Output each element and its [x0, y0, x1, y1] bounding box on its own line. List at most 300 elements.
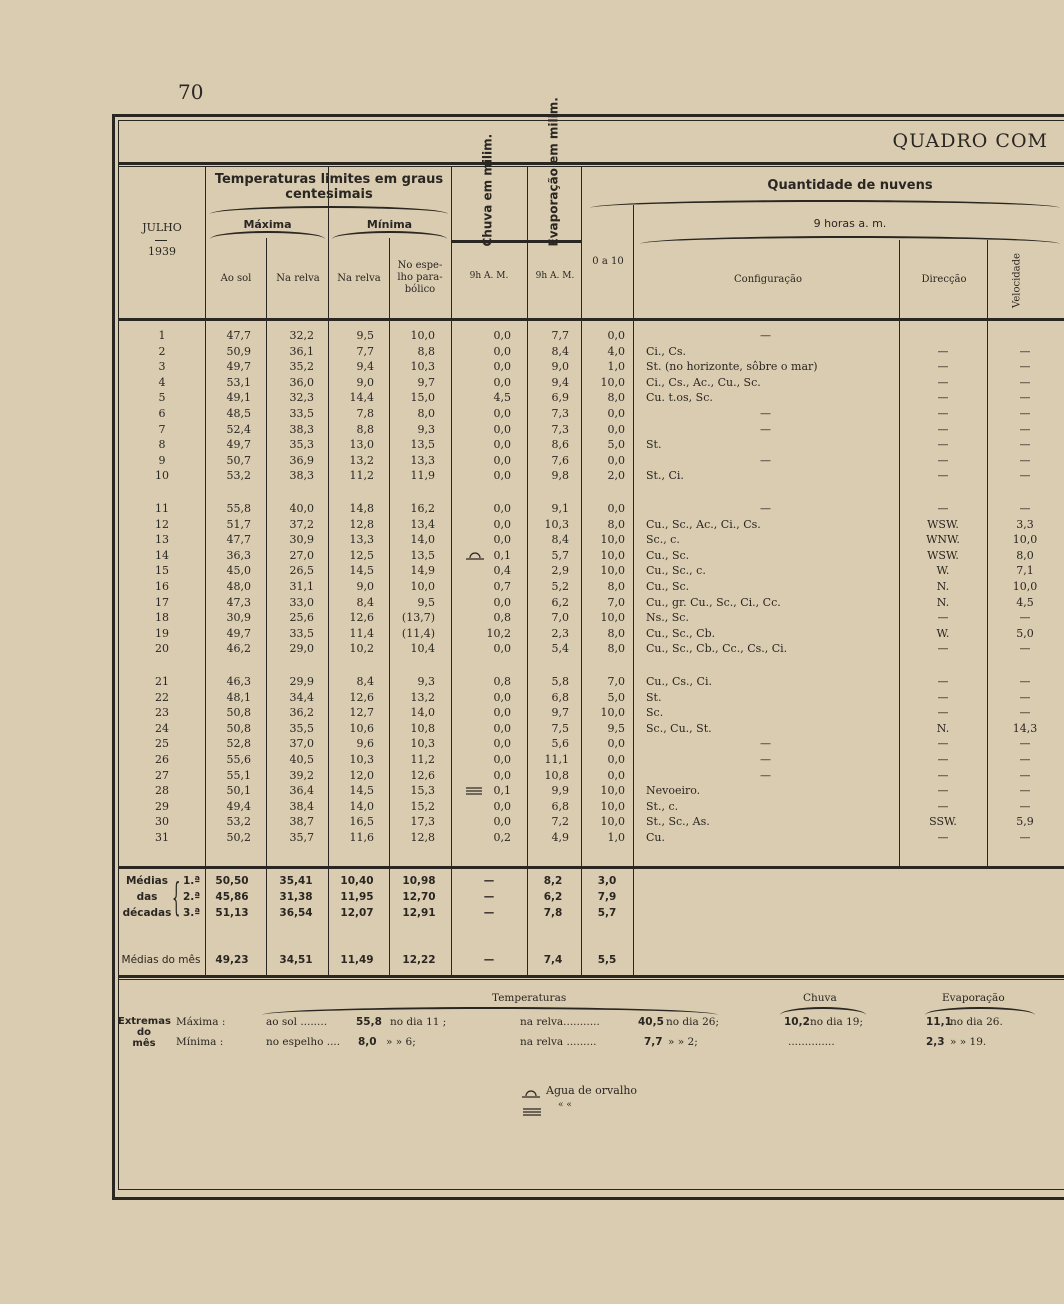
cell-dir: SSW. [929, 815, 957, 829]
cell-sol: 49,7 [226, 438, 251, 452]
cell-rmax: 35,2 [289, 360, 314, 374]
mes-q: 5,5 [597, 954, 617, 966]
cell-dir: — [937, 737, 949, 751]
cell-evap: 6,8 [551, 799, 569, 813]
cell-chuva: 0,0 [493, 533, 511, 547]
cell-vel: 7,1 [1016, 564, 1034, 578]
cell-sol: 51,7 [226, 517, 251, 531]
ext-max-relva-day: no dia 26; [666, 1016, 719, 1028]
ext-min-esp-text: no espelho .... [266, 1036, 341, 1048]
cell-esp: 13,5 [410, 548, 435, 562]
col-line [205, 166, 206, 978]
cell-d: 12 [155, 517, 169, 531]
cell-sol: 47,7 [226, 329, 251, 342]
cell-sol: 48,5 [226, 407, 251, 420]
cell-esp: 15,2 [410, 799, 435, 813]
cell-vel: — [1019, 469, 1031, 483]
cell-rmin: 13,3 [349, 533, 374, 547]
medias-brace: { [172, 875, 181, 919]
cell-rmin: 14,0 [349, 799, 374, 813]
ext-min-esp-val: 8,0 [358, 1036, 377, 1048]
cell-evap: 7,0 [551, 611, 569, 625]
cell-evap: 6,8 [551, 690, 569, 704]
cell-evap: 7,3 [551, 407, 569, 420]
cell-chuva: 0,0 [493, 438, 511, 452]
cell-dir: N. [936, 580, 950, 593]
ext-max-chuva-val: 10,2 [784, 1016, 810, 1028]
mes-rmax: 34,51 [279, 954, 313, 966]
cell-chuva: 0,1 [493, 784, 511, 798]
cell-sol: 53,1 [226, 375, 251, 389]
cell-q: 1,0 [607, 360, 625, 374]
cell-dir: W. [936, 626, 950, 640]
cell-evap: 9,4 [551, 375, 569, 389]
cell-rmax: 32,3 [289, 391, 314, 405]
cell-rmin: 7,7 [356, 344, 374, 358]
cell-configuracao: Cu. t.os, Sc. [646, 391, 713, 405]
cell-rmax: 37,0 [289, 737, 314, 751]
cell-evap: 7,3 [551, 422, 569, 436]
cell-rmin: 11,6 [349, 831, 374, 844]
cell-dir: — [937, 375, 949, 389]
mes-rmin: 11,49 [340, 954, 374, 966]
cell-rmax: 30,9 [289, 533, 314, 547]
cell-configuracao: — [760, 422, 771, 436]
cell-esp: 8,8 [417, 344, 435, 358]
cell-esp: 12,6 [410, 768, 435, 782]
cell-esp: 9,3 [417, 422, 435, 436]
cell-q: 0,0 [607, 753, 625, 766]
cell-q: 0,0 [607, 422, 625, 436]
cell-esp: 14,0 [410, 533, 435, 547]
cell-rmax: 40,5 [289, 753, 314, 766]
cell-configuracao: Cu., Sc. [646, 548, 690, 562]
cell-rmax: 39,2 [289, 768, 314, 782]
cell-configuracao: Cu., Sc., Ac., Ci., Cs. [646, 517, 761, 531]
cell-dir: WSW. [927, 548, 959, 562]
header-maxima: Máxima [243, 218, 292, 231]
ext-max-evap-day: no dia 26. [950, 1016, 1003, 1028]
summary-rule [118, 866, 1064, 869]
cell-chuva: 0,0 [493, 753, 511, 766]
cell-vel: 10,0 [1012, 580, 1038, 593]
cell-chuva: 0,2 [493, 831, 511, 844]
cell-esp: 9,5 [417, 595, 435, 609]
cell-d: 31 [155, 831, 169, 844]
cell-esp: 10,8 [410, 721, 435, 735]
header-direccao: Direcção [921, 274, 967, 285]
cell-configuracao: St. (no horizonte, sôbre o mar) [646, 360, 818, 374]
cell-d: 14 [155, 548, 169, 562]
cell-vel: — [1019, 502, 1031, 515]
cell-sol: 46,2 [226, 642, 251, 656]
cell-vel: — [1019, 611, 1031, 625]
cell-evap: 10,8 [544, 768, 569, 782]
cell-dir: N. [936, 721, 950, 735]
cell-q: 0,0 [607, 502, 625, 515]
cell-dir: — [937, 502, 949, 515]
cell-rmax: 36,4 [289, 784, 314, 798]
ext-label-1: Extremas [118, 1016, 171, 1027]
cell-rmax: 27,0 [289, 548, 314, 562]
cell-rmin: 9,0 [356, 375, 374, 389]
cell-chuva: 0,0 [493, 344, 511, 358]
cell-sol: 30,9 [226, 611, 251, 625]
cell-configuracao: St., Ci. [646, 469, 684, 483]
cell-rmax: 35,5 [289, 721, 314, 735]
cell-configuracao: Cu., Sc., c. [646, 564, 706, 578]
cell-configuracao: Cu. [646, 831, 665, 844]
cell-q: 10,0 [600, 799, 625, 813]
cell-d: 26 [155, 753, 169, 766]
cell-d: 2 [158, 344, 166, 358]
cell-chuva: 0,0 [493, 422, 511, 436]
cell-chuva: 0,0 [493, 502, 511, 515]
cell-q: 10,0 [600, 533, 625, 547]
header-top-rule [118, 162, 1064, 165]
ext-label-2: do [136, 1027, 152, 1038]
cell-esp: 15,3 [410, 784, 435, 798]
cell-d: 28 [155, 784, 169, 798]
cell-configuracao: — [760, 737, 771, 751]
cell-d: 20 [155, 642, 169, 656]
cell-configuracao: Cu., Sc., Cb., Cc., Cs., Ci. [646, 642, 788, 656]
cell-vel: — [1019, 690, 1031, 704]
decade-rmax: 35,41 [279, 875, 313, 887]
cell-q: 10,0 [600, 548, 625, 562]
cell-chuva: 0,8 [493, 611, 511, 625]
cell-rmin: 10,6 [349, 721, 374, 735]
cell-rmin: 8,8 [356, 422, 374, 436]
header-quantidade: Quantidade de nuvens [767, 178, 933, 193]
cell-evap: 7,7 [551, 329, 569, 342]
cell-esp: 10,0 [410, 580, 435, 593]
ext-max-chuva-day: no dia 19; [810, 1016, 863, 1028]
cell-q: 5,0 [607, 690, 625, 704]
header-evaporacao: Evaporação em milim. [546, 97, 561, 247]
cell-dir: — [937, 831, 949, 844]
ext-evap-title: Evaporação [942, 992, 1005, 1004]
cell-rmin: 12,6 [349, 611, 374, 625]
cell-dir: — [937, 453, 949, 467]
cell-sol: 49,4 [226, 799, 251, 813]
summary-bottom-rule [118, 975, 1064, 978]
dew-symbol-icon [521, 1084, 541, 1103]
cell-sol: 46,3 [226, 675, 251, 688]
cell-rmax: 36,9 [289, 453, 314, 467]
cell-vel: — [1019, 799, 1031, 813]
cell-rmin: 13,0 [349, 438, 374, 452]
cell-chuva: 0,0 [493, 595, 511, 609]
ext-min-relva-day: » » 2; [668, 1036, 698, 1048]
cell-chuva: 0,0 [493, 517, 511, 531]
cell-q: 4,0 [607, 344, 625, 358]
cell-rmin: 8,4 [356, 675, 374, 688]
cell-dir: — [937, 675, 949, 688]
cell-esp: 9,3 [417, 675, 435, 688]
cell-esp: 10,3 [410, 737, 435, 751]
cell-configuracao: Ns., Sc. [646, 611, 689, 625]
cell-evap: 4,9 [551, 831, 569, 844]
cell-evap: 5,6 [551, 737, 569, 751]
cell-sol: 53,2 [226, 469, 251, 483]
cell-evap: 9,8 [551, 469, 569, 483]
cell-d: 29 [155, 799, 169, 813]
cell-q: 7,0 [607, 675, 625, 688]
cell-rmin: 11,2 [349, 469, 374, 483]
cell-evap: 9,7 [551, 706, 569, 720]
cell-esp: 14,0 [410, 706, 435, 720]
cell-chuva: 0,0 [493, 453, 511, 467]
col-line [987, 240, 988, 868]
cell-sol: 49,7 [226, 626, 251, 640]
cell-sol: 52,4 [226, 422, 251, 436]
cell-evap: 5,4 [551, 642, 569, 656]
cell-evap: 2,3 [551, 626, 569, 640]
cell-vel: 8,0 [1016, 548, 1034, 562]
cell-chuva: 0,0 [493, 375, 511, 389]
cell-rmin: 7,8 [356, 407, 374, 420]
cell-sol: 49,1 [226, 391, 251, 405]
cell-dir: — [937, 706, 949, 720]
ext-temperaturas-title: Temperaturas [492, 992, 567, 1004]
cell-dir: — [937, 611, 949, 625]
cell-evap: 6,2 [551, 595, 569, 609]
col-line [527, 166, 528, 978]
ext-chuva-title: Chuva [803, 992, 837, 1004]
header-nine-hours: 9 horas a. m. [813, 217, 887, 230]
cell-evap: 7,5 [551, 721, 569, 735]
ext-max-sol-text: ao sol ........ [266, 1016, 328, 1028]
cell-q: 8,0 [607, 580, 625, 593]
cell-esp: 13,4 [410, 517, 435, 531]
ext-min-esp-day: » » 6; [386, 1036, 416, 1048]
header-no-espelho: No espe-lho para-bólico [397, 260, 443, 295]
cell-configuracao: Cu., Sc. [646, 580, 690, 593]
mes-esp: 12,22 [402, 954, 436, 966]
cell-rmax: 35,7 [289, 831, 314, 844]
ext-min-relva-val: 7,7 [644, 1036, 663, 1048]
decade-esp: 10,98 [402, 875, 436, 887]
cell-d: 19 [155, 626, 169, 640]
cell-evap: 5,8 [551, 675, 569, 688]
cell-chuva: 10,2 [486, 626, 511, 640]
cell-vel: — [1019, 642, 1031, 656]
cell-sol: 47,7 [226, 533, 251, 547]
cell-esp: 13,3 [410, 453, 435, 467]
cell-chuva: 0,0 [493, 721, 511, 735]
cell-sol: 48,0 [226, 580, 251, 593]
ext-max-evap-val: 11,1 [926, 1016, 952, 1028]
cell-configuracao: St. [646, 438, 662, 452]
cell-q: 8,0 [607, 626, 625, 640]
cell-esp: (11,4) [401, 626, 435, 640]
cell-sol: 55,6 [226, 753, 251, 766]
cell-configuracao: Cu., gr. Cu., Sc., Ci., Cc. [646, 595, 781, 609]
header-month: JULHO [142, 221, 182, 234]
page-number: 70 [178, 80, 204, 104]
cell-dir: — [937, 753, 949, 766]
cell-esp: 15,0 [410, 391, 435, 405]
cell-sol: 50,1 [226, 784, 251, 798]
ext-minima-label: Mínima : [176, 1036, 224, 1048]
cell-vel: — [1019, 453, 1031, 467]
decade-rmax: 36,54 [279, 907, 313, 919]
cell-rmax: 38,3 [289, 422, 314, 436]
cell-evap: 5,7 [551, 548, 569, 562]
cell-sol: 53,2 [226, 815, 251, 829]
cell-vel: 5,9 [1016, 815, 1034, 829]
cell-chuva: 0,0 [493, 642, 511, 656]
cell-vel: — [1019, 375, 1031, 389]
cell-rmin: 9,0 [356, 580, 374, 593]
cell-rmax: 29,9 [289, 675, 314, 688]
cell-vel: — [1019, 675, 1031, 688]
cell-esp: (13,7) [401, 611, 435, 625]
cell-rmax: 25,6 [289, 611, 314, 625]
cell-rmax: 34,4 [289, 690, 314, 704]
cell-evap: 8,4 [551, 344, 569, 358]
cell-dir: — [937, 690, 949, 704]
cell-rmin: 12,5 [349, 548, 374, 562]
cell-chuva: 0,0 [493, 690, 511, 704]
cell-d: 1 [158, 329, 166, 342]
cell-rmin: 11,4 [349, 626, 374, 640]
decade-rmin: 10,40 [340, 875, 374, 887]
ext-min-evap-val: 2,3 [926, 1036, 945, 1048]
decade-chuva: — [483, 891, 495, 903]
header-year: 1939 [148, 245, 176, 258]
cell-rmin: 9,4 [356, 360, 374, 374]
cell-vel: — [1019, 831, 1031, 844]
cell-d: 9 [158, 453, 166, 467]
cell-configuracao: St., c. [646, 799, 679, 813]
ext-label-3: mês [132, 1038, 156, 1049]
cell-d: 17 [155, 595, 169, 609]
cell-dir: N. [936, 595, 950, 609]
ext-max-relva-text: na relva........... [520, 1016, 600, 1028]
decade-rmin: 11,95 [340, 891, 374, 903]
cell-dir: — [937, 422, 949, 436]
cell-chuva: 0,8 [493, 675, 511, 688]
cell-chuva: 0,0 [493, 329, 511, 342]
cell-dir: — [937, 799, 949, 813]
cell-evap: 8,6 [551, 438, 569, 452]
cell-rmax: 38,4 [289, 799, 314, 813]
legend-fog-text: « « [558, 1100, 572, 1110]
cell-rmax: 33,5 [289, 626, 314, 640]
cell-q: 0,0 [607, 407, 625, 420]
cell-configuracao: — [760, 329, 771, 342]
cell-vel: — [1019, 784, 1031, 798]
cell-evap: 7,2 [551, 815, 569, 829]
cell-configuracao: Cu., Cs., Ci. [646, 675, 712, 688]
cell-vel: 10,0 [1012, 533, 1038, 547]
medias-label-2: das [136, 891, 158, 903]
header-scale: 0 a 10 [592, 256, 624, 267]
mes-evap: 7,4 [543, 954, 563, 966]
decade-evap: 7,8 [543, 907, 563, 919]
decade-sol: 51,13 [215, 907, 249, 919]
cell-d: 13 [155, 533, 169, 547]
cell-q: 1,0 [607, 831, 625, 844]
cell-q: 10,0 [600, 784, 625, 798]
cell-rmax: 33,5 [289, 407, 314, 420]
cell-rmin: 10,3 [349, 753, 374, 766]
cell-d: 5 [158, 391, 166, 405]
cell-sol: 36,3 [226, 548, 251, 562]
cell-configuracao: Nevoeiro. [646, 784, 701, 798]
cell-evap: 9,0 [551, 360, 569, 374]
cell-chuva: 0,0 [493, 469, 511, 483]
cell-esp: 17,3 [410, 815, 435, 829]
cell-configuracao: Sc., Cu., St. [646, 721, 712, 735]
col-line [581, 166, 582, 978]
cell-esp: 8,0 [417, 407, 435, 420]
cell-configuracao: Sc. [646, 706, 664, 720]
decade-q: 5,7 [597, 907, 617, 919]
decade-number: 2.ª [183, 891, 201, 903]
cell-configuracao: Sc., c. [646, 533, 680, 547]
cell-rmin: 9,5 [356, 329, 374, 342]
cell-dir: — [937, 407, 949, 420]
ext-max-relva-val: 40,5 [638, 1016, 664, 1028]
cell-d: 6 [158, 407, 166, 420]
cell-configuracao: St., Sc., As. [646, 815, 710, 829]
cell-rmax: 38,7 [289, 815, 314, 829]
cell-dir: — [937, 784, 949, 798]
header-ao-sol: Ao sol [220, 273, 252, 284]
cell-sol: 50,2 [226, 831, 251, 844]
cell-vel: — [1019, 360, 1031, 374]
rain-evap-rule [451, 240, 581, 243]
cell-esp: 10,0 [410, 329, 435, 342]
cell-q: 10,0 [600, 611, 625, 625]
decade-evap: 6,2 [543, 891, 563, 903]
cell-esp: 10,3 [410, 360, 435, 374]
cell-rmin: 12,6 [349, 690, 374, 704]
cell-esp: 16,2 [410, 502, 435, 515]
col-line [328, 166, 329, 978]
ext-min-chuva-dots: .............. [788, 1036, 835, 1048]
header-chuva: Chuva em milim. [480, 133, 495, 247]
header-hour-chuva: 9h A. M. [469, 271, 509, 281]
decade-sol: 45,86 [215, 891, 249, 903]
ext-max-sol-val: 55,8 [356, 1016, 382, 1028]
decade-esp: 12,70 [402, 891, 436, 903]
cell-q: 0,0 [607, 737, 625, 751]
cell-q: 7,0 [607, 595, 625, 609]
decade-number: 3.ª [183, 907, 201, 919]
cell-rmin: 14,4 [349, 391, 374, 405]
cell-dir: W. [936, 564, 950, 578]
cell-d: 24 [155, 721, 169, 735]
cell-esp: 10,4 [410, 642, 435, 656]
decade-chuva: — [483, 875, 495, 887]
decade-evap: 8,2 [543, 875, 563, 887]
cell-rmin: 12,0 [349, 768, 374, 782]
ext-min-relva-text: na relva ......... [520, 1036, 597, 1048]
table-title: QUADRO COM [892, 130, 1048, 152]
col-line [899, 240, 900, 868]
cell-chuva: 0,1 [493, 548, 511, 562]
cell-rmin: 10,2 [349, 642, 374, 656]
header-configuracao: Configuração [734, 274, 802, 285]
medias-label-1: Médias [125, 875, 169, 887]
cell-vel: 5,0 [1016, 626, 1034, 640]
cell-evap: 5,2 [551, 580, 569, 593]
cell-rmax: 36,2 [289, 706, 314, 720]
